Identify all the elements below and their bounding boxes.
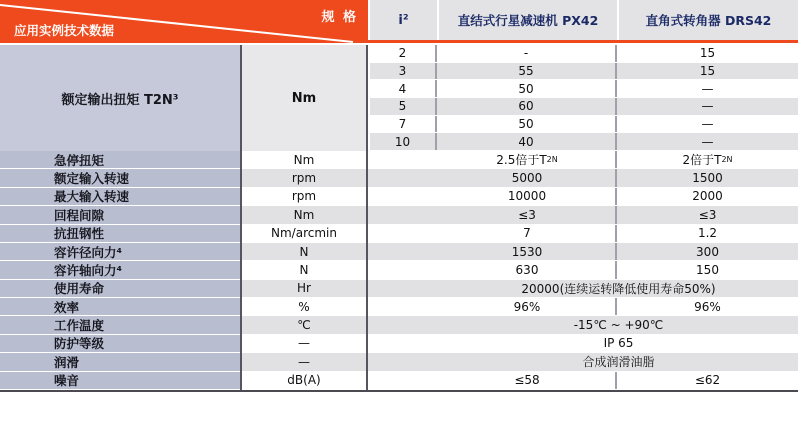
table-row [0, 261, 798, 279]
row-label: 使用寿命 [0, 280, 242, 297]
row-unit: N [242, 261, 366, 278]
ratio-spacer-cell [366, 280, 439, 297]
ratio-spacer-cell [366, 225, 439, 242]
corner-spec-label: 规 格 [321, 10, 358, 25]
px42-value-cell: 50 [437, 80, 617, 97]
row-unit: % [242, 298, 366, 315]
drs42-value-cell: 1.2 [617, 225, 798, 242]
row-unit: — [242, 335, 366, 352]
px42-value-cell [439, 151, 617, 168]
value-subscript: 2N [546, 154, 558, 164]
ratio-spacer-cell [366, 261, 439, 278]
ratio-spacer-cell [366, 335, 439, 352]
value-text: 2倍于T [682, 153, 722, 168]
row-label: 额定输入转速 [0, 169, 242, 186]
px42-value-cell: 1530 [439, 243, 617, 260]
table-row [0, 225, 798, 243]
row-label: 工作温度 [0, 316, 242, 333]
span-value-cell: 20000(连续运转降低使用寿命50%) [439, 280, 798, 297]
column-divider [240, 45, 242, 390]
ratio-cell: 10 [370, 133, 437, 150]
row-unit: ℃ [242, 316, 366, 333]
column-header-drs42: 直角式转角器 DRS42 [619, 0, 798, 40]
ratio-cell: 2 [370, 45, 437, 62]
px42-value-cell: 50 [437, 116, 617, 133]
drs42-value-cell: 300 [617, 243, 798, 260]
table-row [370, 63, 798, 81]
row-label: 防护等级 [0, 335, 242, 352]
ratio-spacer-cell [366, 243, 439, 260]
table-corner-header [0, 0, 368, 43]
table-row [0, 298, 798, 316]
ratio-cell: 4 [370, 80, 437, 97]
span-value-cell: IP 65 [439, 335, 798, 352]
drs42-value-cell [617, 151, 798, 168]
row-unit: Nm/arcmin [242, 225, 366, 242]
px42-value-cell: 7 [439, 225, 617, 242]
table-row [0, 151, 798, 169]
drs42-value-cell: 2000 [617, 188, 798, 205]
ratio-spacer-cell [366, 206, 439, 223]
span-value-cell: 合成润滑油脂 [439, 353, 798, 370]
row-label: 润滑 [0, 353, 242, 370]
drs42-value-cell: — [617, 116, 798, 133]
px42-value-cell: 40 [437, 133, 617, 150]
drs42-value-cell: 15 [617, 45, 798, 62]
column-divider [366, 45, 368, 390]
px42-value-cell: 5000 [439, 169, 617, 186]
px42-value-cell: ≤3 [439, 206, 617, 223]
px42-value-cell: 60 [437, 98, 617, 115]
row-unit: rpm [242, 169, 366, 186]
row-label: 最大输入转速 [0, 188, 242, 205]
row-label: 容许轴向力⁴ [0, 261, 242, 278]
column-header-px42: 直结式行星减速机 PX42 [439, 0, 617, 40]
span-value-cell: -15℃ ~ +90℃ [439, 316, 798, 333]
torque-value-rows [370, 45, 798, 151]
drs42-value-cell: 15 [617, 63, 798, 80]
row-label: 回程间隙 [0, 206, 242, 223]
table-row [370, 116, 798, 134]
drs42-value-cell: — [617, 133, 798, 150]
ratio-spacer-cell [366, 372, 439, 389]
drs42-value-cell: — [617, 80, 798, 97]
px42-value-cell: 630 [439, 261, 617, 278]
table-row [0, 206, 798, 224]
ratio-cell: 3 [370, 63, 437, 80]
drs42-value-cell: — [617, 98, 798, 115]
table-row [0, 243, 798, 261]
drs42-value-cell: ≤3 [617, 206, 798, 223]
column-header-ratio: i² [370, 0, 437, 40]
ratio-cell: 7 [370, 116, 437, 133]
table-row [0, 372, 798, 390]
table-row [370, 98, 798, 116]
row-unit: Nm [242, 206, 366, 223]
value-subscript: 2N [721, 154, 733, 164]
px42-value-cell: - [437, 45, 617, 62]
torque-row-label: 额定输出扭矩 T2N³ [0, 45, 240, 151]
spec-rows [0, 151, 798, 390]
value-text: 2.5倍于T [496, 153, 547, 168]
ratio-spacer-cell [366, 169, 439, 186]
row-unit: — [242, 353, 366, 370]
px42-value-cell: 96% [439, 298, 617, 315]
drs42-value-cell: 150 [617, 261, 798, 278]
table-row [0, 188, 798, 206]
table-row [0, 353, 798, 371]
drs42-value-cell: ≤62 [617, 372, 798, 389]
table-row [370, 133, 798, 151]
table-row [370, 45, 798, 63]
row-unit: Hr [242, 280, 366, 297]
ratio-spacer-cell [366, 316, 439, 333]
px42-value-cell: ≤58 [439, 372, 617, 389]
ratio-spacer-cell [366, 353, 439, 370]
row-unit: dB(A) [242, 372, 366, 389]
row-label: 抗扭钢性 [0, 225, 242, 242]
torque-unit-cell: Nm [242, 45, 366, 151]
drs42-value-cell: 1500 [617, 169, 798, 186]
table-row [0, 335, 798, 353]
px42-value-cell: 10000 [439, 188, 617, 205]
header-underline [368, 40, 798, 43]
drs42-value-cell: 96% [617, 298, 798, 315]
table-row [370, 80, 798, 98]
table-bottom-border [0, 390, 798, 392]
row-label: 噪音 [0, 372, 242, 389]
row-label: 容许径向力⁴ [0, 243, 242, 260]
px42-value-cell: 55 [437, 63, 617, 80]
row-unit: Nm [242, 151, 366, 168]
table-row [0, 169, 798, 187]
row-label: 急停扭矩 [0, 151, 242, 168]
ratio-spacer-cell [366, 188, 439, 205]
ratio-spacer-cell [366, 298, 439, 315]
table-row [0, 280, 798, 298]
row-unit: rpm [242, 188, 366, 205]
corner-title-label: 应用实例技术数据 [14, 23, 115, 38]
ratio-cell: 5 [370, 98, 437, 115]
table-row [0, 316, 798, 334]
row-unit: N [242, 243, 366, 260]
ratio-spacer-cell [366, 151, 439, 168]
row-label: 效率 [0, 298, 242, 315]
